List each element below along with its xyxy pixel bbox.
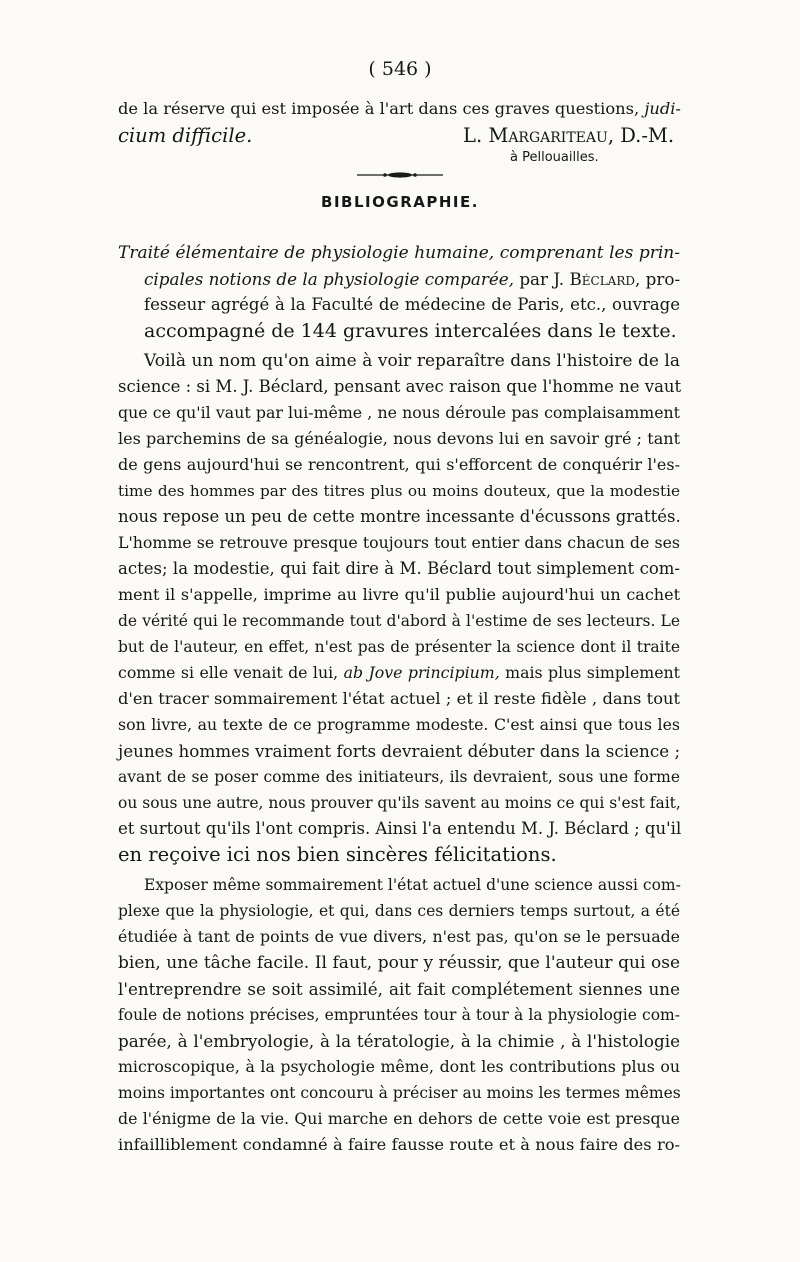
- body-line: ment il s'appelle, imprime au livre qu'il publie aujourd'hui un cachet: [118, 585, 680, 604]
- body-line: nous repose un peu de cette montre incessante d'écussons grattés.: [118, 507, 681, 526]
- page-number: ( 546 ): [368, 58, 432, 80]
- body-line: l'entreprendre se soit assimilé, ait fait complétement siennes une: [118, 979, 680, 999]
- entry-line-3: fesseur agrégé à la Faculté de médecine de Paris, etc., ouvrage: [144, 295, 680, 314]
- body-line: de gens aujourd'hui se rencontrent, qui s'efforcent de conquérir l'es-: [118, 455, 680, 474]
- intro-line-2: cium difficile.: [118, 124, 253, 147]
- entry-title-line-1: Traité élémentaire de physiologie humaine, comprenant les prin-: [118, 243, 680, 263]
- body-line: les parchemins de sa généalogie, nous devons lui en savoir gré ; tant: [118, 429, 680, 448]
- author-location: à Pellouailles.: [510, 150, 599, 165]
- body-line: Voilà un nom qu'on aime à voir reparaître dans l'histoire de la: [144, 351, 680, 371]
- body-line: plexe que la physiologie, et qui, dans ces derniers temps surtout, a été: [118, 902, 680, 920]
- body-line: son livre, au texte de ce programme modeste. C'est ainsi que tous les: [118, 715, 680, 734]
- body-line: de l'énigme de la vie. Qui marche en dehors de cette voie est presque: [118, 1109, 680, 1128]
- body-line: en reçoive ici nos bien sincères félicitations.: [118, 843, 557, 866]
- body-line: de vérité qui le recommande tout d'abord à l'estime de ses lecteurs. Le: [118, 612, 680, 630]
- entry-line-4: accompagné de 144 gravures intercalées dans le texte.: [144, 320, 677, 342]
- ornament-divider: [355, 172, 445, 178]
- body-line: parée, à l'embryologie, à la tératologie, à la chimie , à l'histologie: [118, 1031, 680, 1051]
- entry-title-line-2: cipales notions de la physiologie comparée, par J. Béclard, pro-: [144, 269, 681, 289]
- body-line: microscopique, à la psychologie même, dont les contributions plus ou: [118, 1057, 680, 1076]
- body-line: étudiée à tant de points de vue divers, n'est pas, qu'on se le persuade: [118, 927, 680, 946]
- body-line: comme si elle venait de lui, ab Jove principium, mais plus simplement: [118, 663, 680, 682]
- body-line: infailliblement condamné à faire fausse route et à nous faire des ro-: [118, 1135, 680, 1154]
- body-line: actes; la modestie, qui fait dire à M. Béclard tout simplement com-: [118, 559, 680, 578]
- intro-line-1: de la réserve qui est imposée à l'art dans ces graves questions, judi-: [118, 99, 681, 118]
- body-line: ou sous une autre, nous prouver qu'ils savent au moins ce qui s'est fait,: [118, 794, 681, 812]
- body-line: foule de notions précises, empruntées tour à tour à la physiologie com-: [118, 1006, 680, 1024]
- body-line: time des hommes par des titres plus ou moins douteux, que la modestie: [118, 482, 680, 500]
- author-signature: L. Margariteau, D.-M.: [463, 124, 675, 147]
- body-line: but de l'auteur, en effet, n'est pas de présenter la science dont il traite: [118, 638, 680, 656]
- body-line: moins importantes ont concouru à préciser au moins les termes mêmes: [118, 1084, 681, 1102]
- body-line: Exposer même sommairement l'état actuel d'une science aussi com-: [144, 876, 681, 894]
- body-line: que ce qu'il vaut par lui-même , ne nous déroule pas complaisamment: [118, 403, 680, 422]
- body-line: d'en tracer sommairement l'état actuel ; et il reste fidèle , dans tout: [118, 689, 680, 708]
- body-line: avant de se poser comme des initiateurs, ils devraient, sous une forme: [118, 768, 680, 786]
- body-line: jeunes hommes vraiment forts devraient débuter dans la science ;: [118, 741, 681, 761]
- body-line: L'homme se retrouve presque toujours tout entier dans chacun de ses: [118, 533, 680, 552]
- body-line: bien, une tâche facile. Il faut, pour y réussir, que l'auteur qui ose: [118, 953, 680, 973]
- body-line: et surtout qu'ils l'ont compris. Ainsi l'a entendu M. J. Béclard ; qu'il: [118, 819, 682, 838]
- section-title: BIBLIOGRAPHIE.: [321, 193, 479, 211]
- body-line: science : si M. J. Béclard, pensant avec raison que l'homme ne vaut: [118, 377, 682, 396]
